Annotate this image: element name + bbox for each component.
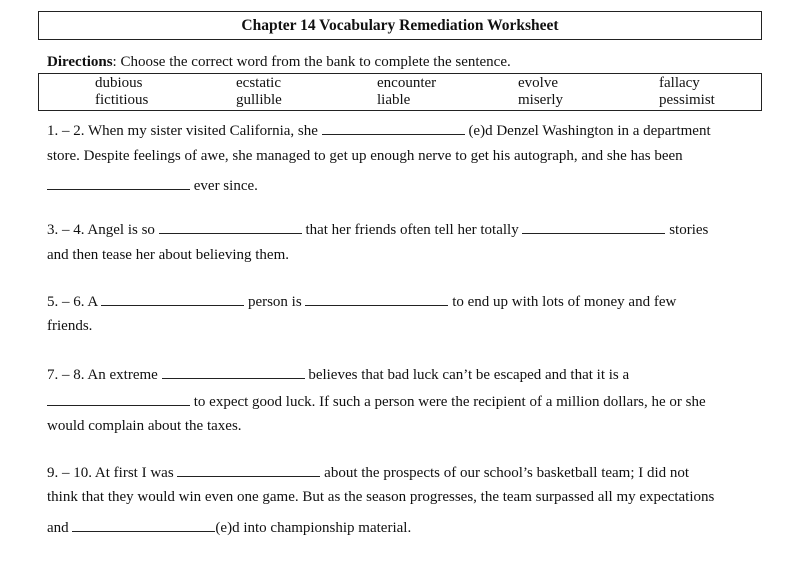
question-text: person is bbox=[244, 294, 306, 310]
worksheet-title: Chapter 14 Vocabulary Remediation Worksheet bbox=[241, 16, 559, 34]
question-text: and bbox=[47, 520, 73, 536]
question-text: (e)d into championship material. bbox=[215, 520, 412, 536]
question-text: think that they would win even one game. But as the season progresses, the team surpassed all my expectations bbox=[47, 489, 715, 505]
bank-word: ecstatic bbox=[236, 75, 281, 91]
bank-word: encounter bbox=[377, 75, 437, 91]
question-1-2-line-1 bbox=[47, 120, 711, 140]
question-text: to end up with lots of money and few bbox=[448, 294, 677, 310]
question-text: that her friends often tell her totally bbox=[301, 222, 523, 238]
answer-blank[interactable] bbox=[305, 291, 448, 306]
question-text: ever since. bbox=[190, 178, 258, 194]
answer-blank[interactable] bbox=[159, 219, 302, 234]
question-text: 1. – 2. When my sister visited California, she bbox=[47, 123, 322, 139]
question-9-10-line-2 bbox=[47, 489, 714, 506]
question-3-4-line-2 bbox=[47, 247, 289, 264]
question-text: about the prospects of our school’s basketball team; I did not bbox=[320, 465, 690, 481]
answer-blank[interactable] bbox=[72, 517, 215, 532]
answer-blank[interactable] bbox=[47, 175, 190, 190]
bank-word: pessimist bbox=[659, 92, 715, 108]
directions-label: Directions bbox=[47, 54, 113, 70]
question-text: store. Despite feelings of awe, she managed to get up enough nerve to get his autograph, and she has been bbox=[47, 148, 683, 164]
question-1-2-line-3 bbox=[47, 175, 258, 195]
directions-text: : Choose the correct word from the bank to complete the sentence. bbox=[112, 54, 511, 70]
question-text: to expect good luck. If such a person were the recipient of a million dollars, he or she bbox=[190, 394, 706, 410]
question-7-8-line-2 bbox=[47, 391, 706, 411]
question-7-8-line-1 bbox=[47, 364, 629, 384]
bank-word: gullible bbox=[236, 92, 282, 108]
question-text: stories bbox=[665, 222, 709, 238]
bank-word: liable bbox=[377, 92, 411, 108]
title-box bbox=[38, 11, 762, 40]
bank-word: dubious bbox=[95, 75, 143, 91]
question-1-2-line-2 bbox=[47, 148, 683, 165]
question-text: would complain about the taxes. bbox=[47, 418, 242, 434]
question-text: (e)d Denzel Washington in a department bbox=[464, 123, 711, 139]
answer-blank[interactable] bbox=[322, 120, 465, 135]
bank-word: fictitious bbox=[95, 92, 149, 108]
directions bbox=[47, 54, 511, 71]
answer-blank[interactable] bbox=[522, 219, 665, 234]
question-text: believes that bad luck can’t be escaped and that it is a bbox=[304, 367, 630, 383]
question-text: 9. – 10. At first I was bbox=[47, 465, 178, 481]
question-5-6-line-1 bbox=[47, 291, 676, 311]
question-5-6-line-2 bbox=[47, 318, 92, 335]
question-text: 3. – 4. Angel is so bbox=[47, 222, 159, 238]
question-text: friends. bbox=[47, 318, 93, 334]
answer-blank[interactable] bbox=[101, 291, 244, 306]
word-bank bbox=[38, 73, 762, 111]
bank-word: miserly bbox=[518, 92, 563, 108]
question-text: 5. – 6. A bbox=[47, 294, 102, 310]
question-9-10-line-1 bbox=[47, 462, 689, 482]
question-9-10-line-3 bbox=[47, 517, 411, 537]
bank-word: fallacy bbox=[659, 75, 700, 91]
question-3-4-line-1 bbox=[47, 219, 708, 239]
answer-blank[interactable] bbox=[177, 462, 320, 477]
answer-blank[interactable] bbox=[47, 391, 190, 406]
question-7-8-line-3 bbox=[47, 418, 242, 435]
question-text: and then tease her about believing them. bbox=[47, 247, 289, 263]
question-text: 7. – 8. An extreme bbox=[47, 367, 162, 383]
answer-blank[interactable] bbox=[162, 364, 305, 379]
bank-word: evolve bbox=[518, 75, 558, 91]
